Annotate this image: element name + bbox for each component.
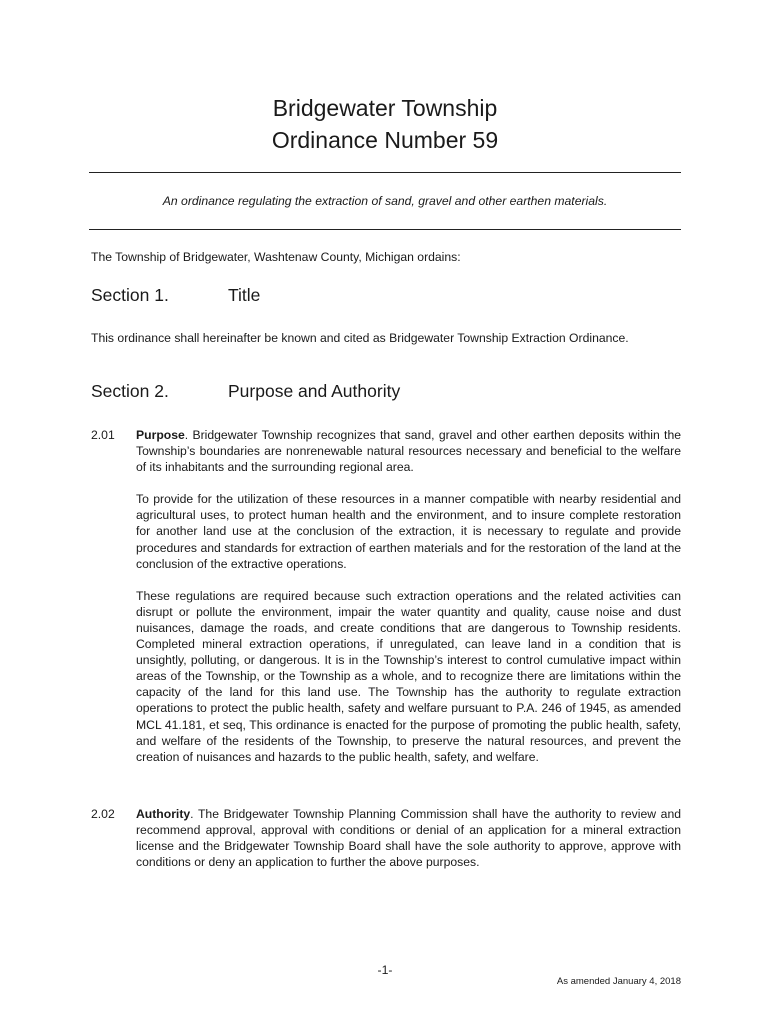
clause-2-01-paragraph-1-text: . Bridgewater Township recognizes that sand, gravel and other earthen deposits within the Township’s boundaries are nonrenewable natural resources necessary and beneficial to the welfare of its inhabitants and the surrounding regional area. bbox=[136, 428, 681, 475]
title-line-ordinance-number: Ordinance Number 59 bbox=[271, 127, 499, 153]
clause-2-01-paragraph-3: These regulations are required because such extraction operations and the related activities can disrupt or pollute the environment, impair the water quantity and quality, cause noise and dust nuisances, damage the roads, and create conditions that are dangerous to Township residents. Completed mineral extraction operations, if unregulated, can leave land in a condition that is unsightly, polluting, or dangerous. It is in the Township’s interest to control cumulative impact within areas of the Township, or the Township as a whole, and to recognize there are limitations within the capacity of the land for this land use. The Township has the authority to regulate extraction operations to protect the public health, safety and welfare pursuant to P.A. 246 of 1945, as amended MCL 41.181, et seq, This ordinance is enacted for the purpose of promoting the public health, safety, and welfare of the residents of the Township, to preserve the natural resources, and prevent the creation of nuisances and hazards to the public health, safety, and welfare. bbox=[136, 588, 681, 764]
clause-2-01-lead: Purpose bbox=[136, 428, 185, 442]
clause-2-01-number: 2.01 bbox=[91, 428, 115, 442]
clause-2-02-content bbox=[136, 806, 681, 870]
page-number: -1- bbox=[377, 963, 393, 977]
clause-2-02-paragraph-1 bbox=[136, 806, 681, 870]
bottom-divider bbox=[89, 229, 681, 230]
section-1-number: Section 1. bbox=[91, 285, 169, 305]
section-2-title: Purpose and Authority bbox=[228, 381, 401, 401]
document-title bbox=[0, 92, 770, 156]
clause-2-02-number: 2.02 bbox=[91, 807, 115, 821]
intro-statement: The Township of Bridgewater, Washtenaw County, Michigan ordains: bbox=[91, 250, 461, 264]
clause-2-01-paragraph-1 bbox=[136, 427, 681, 475]
section-1-body bbox=[91, 330, 681, 346]
clause-2-01-content bbox=[136, 427, 681, 765]
amendment-date: As amended January 4, 2018 bbox=[556, 976, 681, 987]
clause-2-02-lead: Authority bbox=[136, 807, 191, 821]
title-line-township: Bridgewater Township bbox=[272, 95, 498, 121]
clause-2-01-paragraph-2: To provide for the utilization of these resources in a manner compatible with nearby residential and agricultural uses, to protect human health and the environment, and to insure complete restoration for another land use at the conclusion of the extraction, it is necessary to regulate and provide procedures and standards for extraction of earthen materials and for the restoration of the land at the conclusion of the extractive operations. bbox=[136, 492, 681, 571]
section-2-heading bbox=[91, 380, 681, 402]
section-1-title: Title bbox=[228, 285, 261, 305]
top-divider bbox=[89, 172, 681, 173]
section-2-number: Section 2. bbox=[91, 381, 169, 401]
section-1-heading bbox=[91, 284, 681, 306]
ordinance-subtitle: An ordinance regulating the extraction of sand, gravel and other earthen materials. bbox=[162, 194, 608, 208]
section-1-paragraph: This ordinance shall hereinafter be known and cited as Bridgewater Township Extraction Ordinance. bbox=[91, 331, 629, 345]
clause-2-02-paragraph-1-text: . The Bridgewater Township Planning Commission shall have the authority to review and recommend approval, approval with conditions or denial of an application for a mineral extraction license and the Bridgewater Township Board shall have the sole authority to approve, approve with conditions or deny an application to further the above purposes. bbox=[136, 807, 681, 870]
